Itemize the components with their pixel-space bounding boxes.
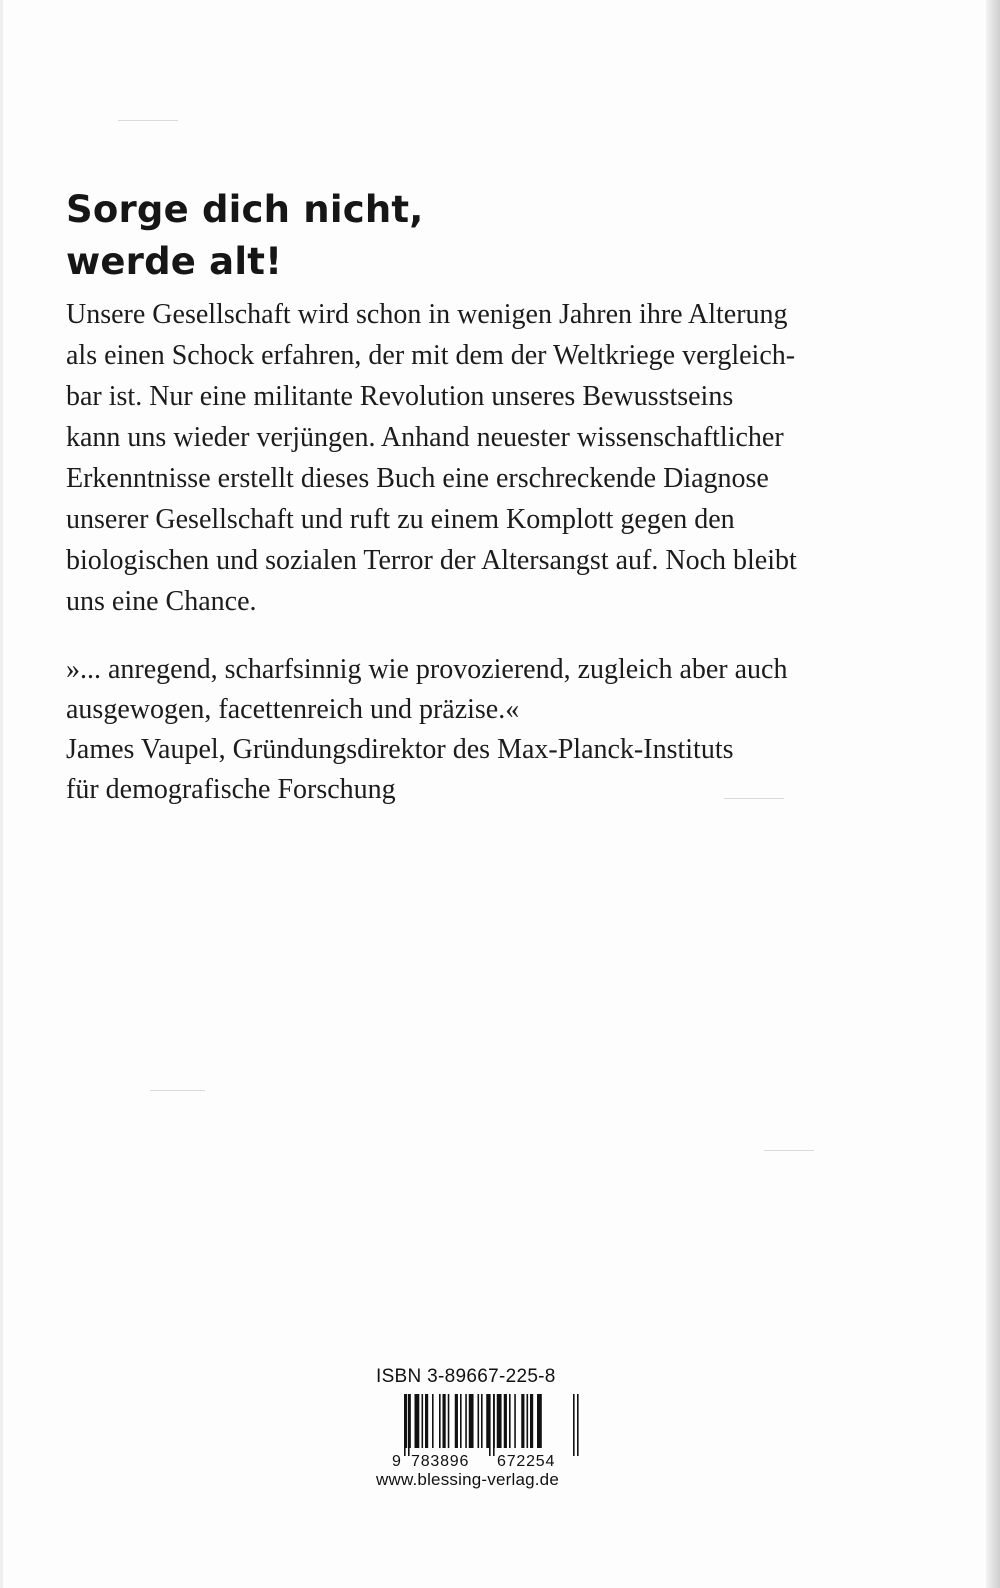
barcode-guard-bar bbox=[404, 1394, 406, 1456]
barcode-bar bbox=[432, 1394, 434, 1448]
barcode-digits-right: 672254 bbox=[497, 1453, 556, 1468]
barcode-digits-left: 783896 bbox=[411, 1453, 470, 1468]
isbn-block bbox=[376, 1366, 606, 1490]
scratch-mark bbox=[150, 1090, 205, 1091]
barcode-bar bbox=[448, 1394, 450, 1448]
blurb-line: unserer Gesellschaft und ruft zu einem Komplott gegen den bbox=[66, 504, 735, 535]
book-headline bbox=[66, 184, 424, 288]
blurb-line: uns eine Chance. bbox=[66, 586, 257, 617]
barcode-first-digit: 9 bbox=[392, 1453, 401, 1468]
publisher-url: www.blessing-verlag.de bbox=[376, 1470, 559, 1489]
barcode-bar bbox=[422, 1394, 424, 1448]
barcode-bar bbox=[521, 1394, 524, 1448]
scratch-mark bbox=[764, 1150, 814, 1151]
barcode-bar bbox=[455, 1394, 458, 1448]
barcode-bar bbox=[460, 1394, 462, 1448]
barcode-guard-bar bbox=[577, 1394, 579, 1456]
book-blurb bbox=[66, 294, 896, 622]
barcode-guard-bar bbox=[489, 1394, 491, 1456]
barcode-guard-bar bbox=[573, 1394, 575, 1456]
barcode-bar bbox=[514, 1394, 516, 1448]
blurb-line: Unsere Gesellschaft wird schon in wenigen Jahren ihre Alterung bbox=[66, 299, 788, 330]
isbn-number: ISBN 3-89667-225-8 bbox=[376, 1366, 556, 1387]
barcode-bar bbox=[415, 1394, 420, 1448]
scratch-mark bbox=[118, 120, 178, 121]
barcode-bar bbox=[439, 1394, 441, 1448]
barcode-guard-bar bbox=[493, 1394, 495, 1456]
barcode-bar bbox=[425, 1394, 428, 1448]
review-quote bbox=[66, 650, 896, 810]
barcode-bar bbox=[530, 1394, 533, 1448]
barcode-bar bbox=[504, 1394, 507, 1448]
barcode bbox=[390, 1392, 590, 1468]
barcode-bar bbox=[537, 1394, 542, 1448]
barcode-bar bbox=[481, 1394, 483, 1448]
barcode-bar bbox=[497, 1394, 502, 1448]
quote-attribution: für demografische Forschung bbox=[66, 774, 396, 805]
quote-line: ausgewogen, facettenreich und präzise.« bbox=[66, 694, 520, 725]
blurb-line: biologischen und sozialen Terror der Altersangst auf. Noch bleibt bbox=[66, 545, 797, 576]
barcode-bar bbox=[443, 1394, 446, 1448]
cover-right-edge bbox=[986, 0, 1000, 1588]
quote-line: »... anregend, scharfsinnig wie provozierend, zugleich aber auch bbox=[66, 654, 788, 685]
barcode-bar bbox=[465, 1394, 467, 1448]
headline-line: werde alt! bbox=[66, 240, 283, 283]
barcode-bar bbox=[478, 1394, 480, 1448]
blurb-line: kann uns wieder verjüngen. Anhand neuester wissenschaftlicher bbox=[66, 422, 784, 453]
barcode-bar bbox=[486, 1394, 489, 1448]
quote-attribution: James Vaupel, Gründungsdirektor des Max-Planck-Instituts bbox=[66, 734, 734, 765]
blurb-line: bar ist. Nur eine militante Revolution unseres Bewusstseins bbox=[66, 381, 734, 412]
barcode-bar bbox=[509, 1394, 511, 1448]
barcode-bar bbox=[469, 1394, 474, 1448]
headline-line: Sorge dich nicht, bbox=[66, 188, 424, 231]
barcode-guard-bar bbox=[408, 1394, 410, 1456]
barcode-bar bbox=[527, 1394, 529, 1448]
blurb-line: als einen Schock erfahren, der mit dem der Weltkriege vergleich- bbox=[66, 340, 796, 371]
cover-left-edge bbox=[0, 0, 3, 1588]
blurb-line: Erkenntnisse erstellt dieses Buch eine erschreckende Diagnose bbox=[66, 463, 769, 494]
